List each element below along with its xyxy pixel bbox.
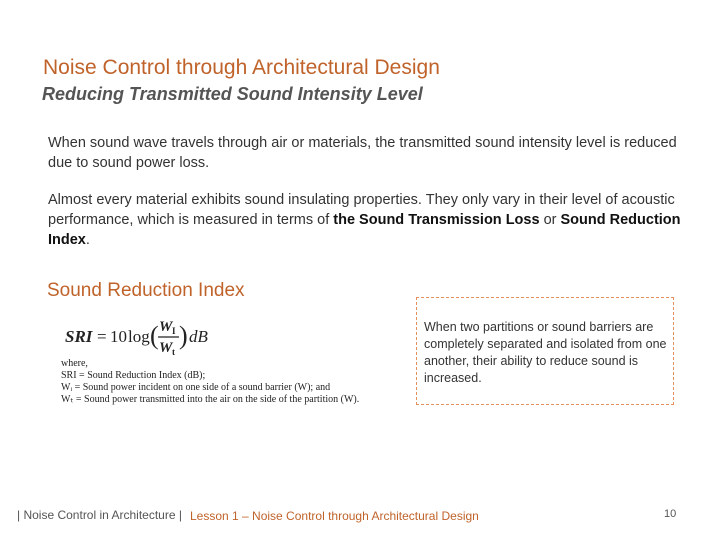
formula-definition-wi: Wᵢ = Sound power incident on one side of a sound barrier (W); and [61,382,331,393]
section-heading: Sound Reduction Index [47,280,245,301]
term-sound-transmission-loss: the Sound Transmission Loss [333,212,540,228]
formula-denominator-sub: t [172,347,175,357]
formula-definition-wt: Wₜ = Sound power transmitted into the air on the side of the partition (W). [61,394,360,405]
paragraph-insulation-lead: Almost every material exhibits sound insulating properties. They only vary in their level of acoustic performance, which is measured in terms of [48,192,675,228]
formula-coefficient: 10 [110,327,127,346]
term-sound-reduction-index: Sound Reduction Index [48,212,681,248]
formula-log: log [128,327,150,346]
paragraph-insulation [48,190,688,250]
formula-numerator-sub: I [172,326,176,336]
formula-where: where, [61,358,88,369]
formula-numerator: W [159,319,173,335]
footer-lesson: Lesson 1 – Noise Control through Architectural Design [190,509,479,523]
formula-definition-sri: SRI = Sound Reduction Index (dB); [61,370,206,381]
formula-paren-open: ( [150,321,159,350]
formula-equals: = [97,327,107,346]
formula-area [58,312,408,412]
formula-denominator: W [159,340,173,356]
formula-unit: dB [189,327,208,346]
paragraph-insulation-end: . [85,232,90,248]
slide-subtitle: Reducing Transmitted Sound Intensity Level [42,84,423,104]
callout-box: When two partitions or sound barriers are completely separated and isolated from one another, their ability to reduce sound is increased. [416,297,674,405]
page-number: 10 [664,508,677,520]
formula-lhs: SRI [65,327,93,346]
slide-title: Noise Control through Architectural Design [43,56,440,79]
sri-formula-image [58,312,408,412]
paragraph-intro: When sound wave travels through air or materials, the transmitted sound intensity level is reduced due to sound power loss. [48,135,677,171]
footer-course: | Noise Control in Architecture | [17,508,182,522]
formula-paren-close: ) [179,321,188,350]
paragraph-insulation-middle: or [539,212,561,228]
